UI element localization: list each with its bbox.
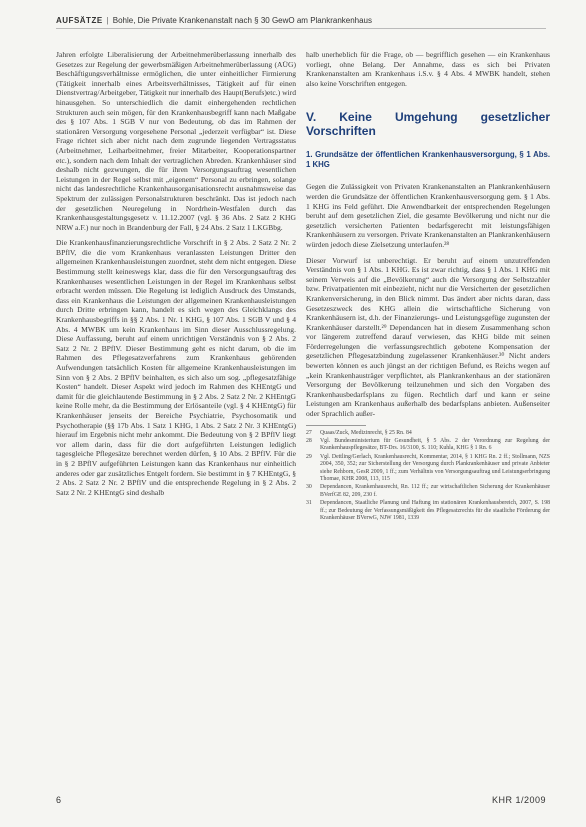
footnote (306, 430, 550, 437)
body-paragraph: halb unerheblich für die Frage, ob — begrifflich gesehen — ein Krankenhaus vorliegt, ohne Belang. Der Annahme, dass es sich bei Privaten Krankenanstalten am Krankenhaus i.S.v. § 4 Abs. 4 MWBK handelt, stehen also keine Vorschriften entgegen. (306, 50, 550, 88)
footnote (306, 500, 550, 522)
body-paragraph: Gegen die Zulässigkeit von Privaten Krankenanstalten an Plankrankenhäusern werden die Grundsätze der öffentlichen Krankenhausversorgung gem. § 1 Abs. 1 KHG ins Feld geführt. Die Anwendbarkeit der entsprechenden Regelungen beruht auf dem gesetzlichen Ziel, die gesamte Bevölkerung und nicht nur die gesetzlich versicherten Patienten bedarfsgerecht mit leistungsfähigen Krankenhäusern zu versorgen. Private Krankenanstalten an Plankrankenhäusern würden jedoch diese Zielsetzung unterlaufen.²⁸ (306, 182, 550, 249)
journal-issue: KHR 1/2009 (491, 795, 546, 805)
footnote (306, 438, 550, 453)
body-paragraph: Dieser Vorwurf ist unberechtigt. Er beruht auf einem unzutreffenden Verständnis von § 1 Abs. 1 KHG. Es ist zwar richtig, dass § 1 Abs. 1 KHG mit seinem Verweis auf die „Bevölkerung“ auch die Versorgung der Selbstzahler bzw. Privatpatienten mit einbezieht, nicht nur die Versicherten der gesetzlichen Krankenversicherung, in den Blick nimmt. Das ändert aber nichts daran, dass Gesetzeszweck des KHG allein die wirtschaftliche Sicherung von Krankenhäusern ist, d.h. der Finanzierungs- und Leistungsgefüge zugunsten der Krankenhäuser darstellt.²⁹ Dependancen hat in diesem Zusammenhang schon vor längerem zutreffend darauf verwiesen, das KHG bilde mit seinen Förderregelungen die verfassungsrechtlich gebotene Kompensation der gesetzlichen Pflegesatzbindung zugelassener Krankenhäuser.³⁰ Nicht anders bewerten können es auch jüngst an der richtigen Befund, es Reichs wegen auf „kein Krankenhausträger verpflichtet, als Plankrankenhaus an der stationären Versorgung der Bevölkerung teilzunehmen und sich den Vorgaben des Krankenhausbedarfsplans zu fügen. Rechtlich darf und kann er seine Leistungen am Krankenhaus außerhalb des bedarfsplans anbieten. Außenseiter oder Sprachlich außer- (306, 255, 550, 419)
footnote-text: Quaas/Zuck, Medizinrecht, § 25 Rn. 84 (320, 429, 412, 436)
section-heading: V. Keine Umgehung gesetzlicher Vorschriften (306, 110, 550, 139)
section-label: AUFSÄTZE (56, 15, 103, 25)
header-rule (56, 28, 546, 29)
footnote-text: Vgl. Dettling/Gerlach, Krankenhausrecht, Kommentar, 2014, § 1 KHG Rn. 2 ff.; Stollmann, NZS 2004, 350, 352; zur Sicherstellung der Versorgung durch Plankrankenhäuser und private Anbieter siehe Rehborn, GesR 2009, 1 ff.; zum Verhältnis von Versorgungsauftrag und Leistungserbringung Thomae, KHR 2008, 113, 115 (320, 453, 550, 483)
footnote-number: 27 (306, 429, 312, 436)
footnote-number: 28 (306, 438, 312, 445)
footnote-number: 29 (306, 453, 312, 460)
footnote-text: Dependancen, Krankenhausrecht, Rn. 112 ff.; zur wirtschaftlichen Sicherung der Krankenhäuser BVerfGE 82, 209, 230 f. (320, 484, 550, 498)
footnote-number: 31 (306, 500, 312, 507)
footnote-rule (306, 425, 366, 426)
right-column (306, 50, 550, 524)
body-paragraph: Jahren erfolgte Liberalisierung der Arbeitnehmerüberlassung innerhalb des Gesetzes zur Regelung der gewerbsmäßigen Arbeitnehmerüberlassung (AÜG) Beschäftigungsverhältnisse ermöglichen, die unter einheitlicher Firmierung (Tätigkeit innerhalb eines Arbeitsverhältnisses, Tätigkeit auf für einen Dienstvertrag/Arbeitgeber, Tätigkeit nur innerhalb des Haupt(Berufs)etc.) wird hinausgehen. So unterschiedlich die damit einhergehenden rechtlichen Strukturen auch sein mögen, für den Krankenhausbegriff kann nach Maßgabe des § 107 Abs. 1 SGB V nur von Bedeutung, ob das im Rahmen der stationären Versorgung vorgesehene Personal „jederzeit verfügbar“ ist. Diese Frage richtet sich aber nicht nach dem zugrunde liegenden Vertragsstatus (Arbeitnehmer, Leiharbeitnehmer, freier Mitarbeiter, Kooperationspartner etc.), sondern nach dem Inhalt der vertraglichen Abreden. Krankenhäuser sind deshalb nicht gezwungen, die für ihren Versorgungsauftrag wesentlichen Leistungen in der Regel selbst mit „eigenem“ Personal zu erbringen, solange nicht das landesrechtliche Krankenhausorganisationsrecht ausnahmsweise das Spektrum der zulässigen Personalstrukturen beschränkt. Das ist jedoch nach der gesetzlichen Neuregelung in Nordrhein-Westfalen durch das Krankenhausgestaltungsgesetz v. 11.12.2007 (vgl. § 36 Abs. 2 Satz 2 KHG NRW a.F.) nur noch in Brandenburg der Fall, § 24 Abs. 2 Satz 1 LKGBbg. (56, 50, 296, 232)
subsection-heading: 1. Grundsätze der öffentlichen Krankenhausversorgung, § 1 Abs. 1 KHG (306, 150, 550, 170)
page-number: 6 (56, 795, 62, 805)
body-paragraph: Die Krankenhausfinanzierungsrechtliche Vorschrift in § 2 Abs. 2 Satz 2 Nr. 2 BPflV, die die vom Krankenhaus veranlassten Leistungen Dritter den allgemeinen Krankenhausleistungen zuordnet, steht dem nicht entgegen. Diese Bestimmung stellt keineswegs klar, dass die für den Versorgungsauftrag des Krankenhauses wesentlichen Leistungen in der Regel im Krankenhaus selbst erbracht werden müssen. Die Regelung ist lediglich Ausdruck des Umstands, dass ein Krankenhaus die Leistungen der allgemeinen Krankenhausleistungen durch Dritte erbringen kann, handelt es sich wegen des Gleichklangs des Krankenhausbegriffs in §§ 2 Abs. 1 Nr. 1 KHG, § 107 Abs. 1 SGB V und § 4 Abs. 4 MWBK um kein Krankenhaus im Sinn dieser Ausschlussregelung. Diese Auffassung, beruht auf einem unrichtigen Verständnis von § 2 Abs. 2 Satz 2 Nr. 2 BPflV. Dieser Bestimmung geht es nicht darum, ob die im Rahmen des Pflegesatzverfahrens zum Krankenhaus gehörenden Aufwendungen tatsächlich Kosten für allgemeine Krankenhausleistungen im Sinn von § 2 Abs. 2 BPflV beinhalten, es sich also um sog. „pflegesatzfähige Kosten“ handelt. Dieser Aspekt wird jedoch im Rahmen des KHEntgG und damit für die gleichlautende Bestimmung in § 2 Abs. 2 Satz 2 Nr. 2 KHEntgG keine Rolle mehr, da die Bestimmung der Erlösanteile (vgl. § 4 KHEntgG) für Krankenhäuser jenseits der Bereiche Psychiatrie, Psychosomatik und Psychotherapie (§§ 17b Abs. 1 Satz 1 KHG, 1 Abs. 2 Satz 2 Nr. 3 KHEntgG) hierauf im Ergebnis nicht mehr ankommt. Die Bedeutung von § 2 BPflV liegt vor allem darin, dass für die dort aufgeführten Leistungen lediglich tagesgleiche Pflegesätze berechnet werden dürfen, § 10 Abs. 2 BPflV. Für die in § 2 BPflV aufgeführten Leistungen kann das Krankenhaus nur einheitlich anderes oder gar zusätzliches Entgelt fordern. Sie bestimmt in § 7 KHEntgG, § 2 Abs. 2 Satz 2 Nr. 2 BPflV und die entsprechende Regelung in § 2 Abs. 2 Satz 2 Nr. 2 KHEntgG sind deshalb (56, 238, 296, 497)
left-column (56, 50, 296, 503)
footnotes (306, 430, 550, 523)
header-separator: | (106, 15, 109, 25)
footnote (306, 484, 550, 499)
running-header (56, 14, 546, 26)
footnote-text: Vgl. Bundesministerium für Gesundheit, § 5 Abs. 2 der Verordnung zur Regelung der Krankenhauspflegesätze, BT-Drs. 16/3100, S. 110; Kuhla, KHG § 1 Rn. 6 (320, 438, 550, 452)
running-title: Bohle, Die Private Krankenanstalt nach § 30 GewO am Plankrankenhaus (112, 15, 373, 25)
footnote-number: 30 (306, 484, 312, 491)
footnote (306, 454, 550, 484)
footnote-text: Dependancen, Staatliche Planung und Haftung im stationären Krankenhausbereich, 2007, S. 198 ff.; zur Bedeutung der Verfassungsmäßigkeit des Pflegesatzrechts für die staatliche Förderung der Krankenhäuser BVerwG, NJW 1981, 1339 (320, 500, 550, 522)
